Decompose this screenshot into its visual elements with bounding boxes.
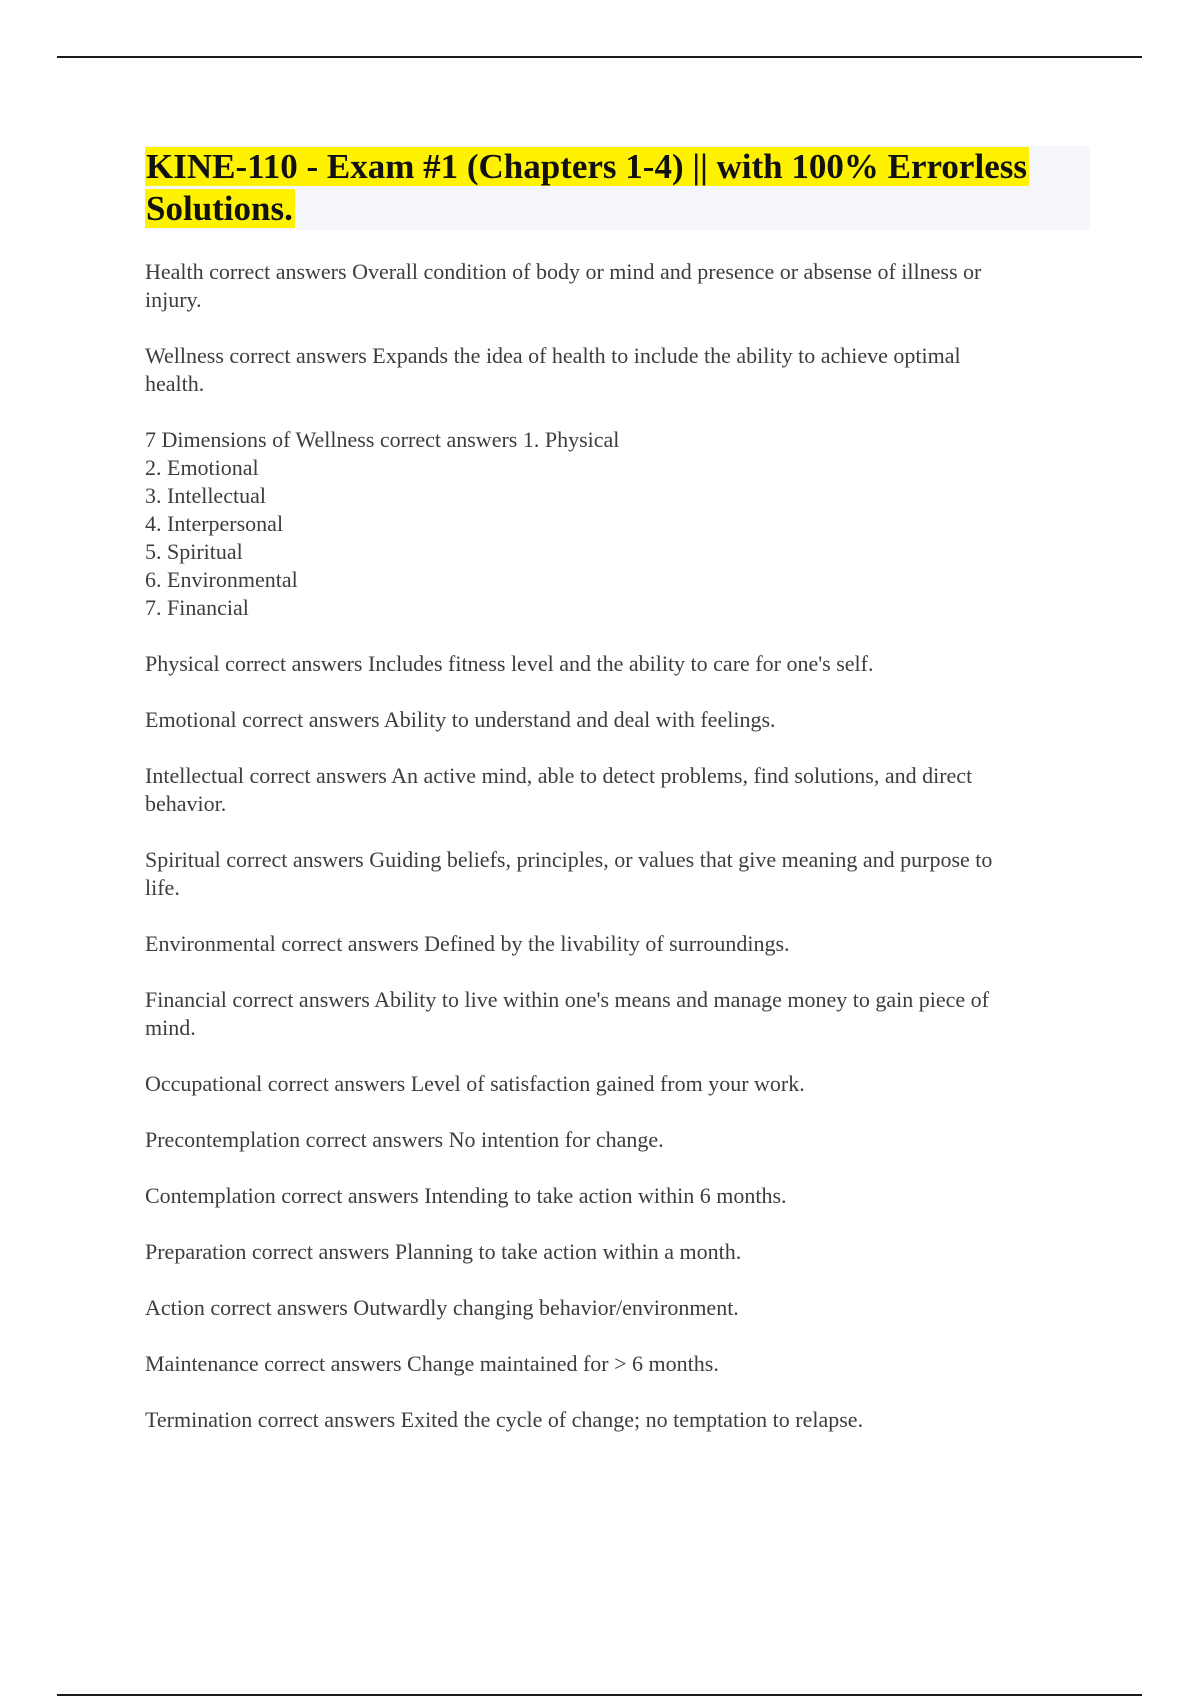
qa-entry-line: Emotional correct answers Ability to understand and deal with feelings. bbox=[145, 707, 776, 732]
page-bottom-rule bbox=[57, 1694, 1142, 1696]
qa-entry-line: mind. bbox=[145, 1015, 196, 1040]
qa-list bbox=[145, 258, 1090, 1434]
qa-entry bbox=[145, 342, 1090, 398]
title-line-1: KINE-110 - Exam #1 (Chapters 1-4) || with 100% Errorless bbox=[146, 147, 1027, 186]
qa-entry-line: Environmental correct answers Defined by the livability of surroundings. bbox=[145, 931, 790, 956]
qa-entry-line: 5. Spiritual bbox=[145, 539, 243, 564]
qa-entry-line: Spiritual correct answers Guiding beliefs, principles, or values that give meaning and purpose to bbox=[145, 847, 993, 872]
document-body bbox=[145, 146, 1090, 1462]
qa-entry bbox=[145, 1126, 1090, 1154]
qa-entry-line: 3. Intellectual bbox=[145, 483, 266, 508]
qa-entry bbox=[145, 706, 1090, 734]
qa-entry-line: life. bbox=[145, 875, 180, 900]
qa-entry bbox=[145, 426, 1090, 622]
qa-entry bbox=[145, 1294, 1090, 1322]
qa-entry-line: behavior. bbox=[145, 791, 227, 816]
qa-entry-line: 7. Financial bbox=[145, 595, 249, 620]
qa-entry-line: Precontemplation correct answers No intention for change. bbox=[145, 1127, 664, 1152]
qa-entry-line: Wellness correct answers Expands the idea of health to include the ability to achieve optimal bbox=[145, 343, 961, 368]
qa-entry-line: Health correct answers Overall condition of body or mind and presence or absense of illness or bbox=[145, 259, 982, 284]
qa-entry-line: injury. bbox=[145, 287, 202, 312]
qa-entry-line: 7 Dimensions of Wellness correct answers 1. Physical bbox=[145, 427, 620, 452]
qa-entry bbox=[145, 258, 1090, 314]
qa-entry bbox=[145, 1182, 1090, 1210]
page-top-rule bbox=[57, 56, 1142, 58]
qa-entry-line: Contemplation correct answers Intending to take action within 6 months. bbox=[145, 1183, 787, 1208]
qa-entry bbox=[145, 986, 1090, 1042]
qa-entry bbox=[145, 930, 1090, 958]
qa-entry-line: health. bbox=[145, 371, 205, 396]
qa-entry-line: 2. Emotional bbox=[145, 455, 259, 480]
qa-entry bbox=[145, 1070, 1090, 1098]
qa-entry-line: Termination correct answers Exited the cycle of change; no temptation to relapse. bbox=[145, 1407, 864, 1432]
qa-entry-line: Intellectual correct answers An active mind, able to detect problems, find solutions, and direct bbox=[145, 763, 973, 788]
qa-entry-line: Action correct answers Outwardly changing behavior/environment. bbox=[145, 1295, 739, 1320]
qa-entry bbox=[145, 1350, 1090, 1378]
title-block bbox=[145, 146, 1090, 230]
qa-entry bbox=[145, 762, 1090, 818]
qa-entry-line: 6. Environmental bbox=[145, 567, 298, 592]
qa-entry bbox=[145, 846, 1090, 902]
qa-entry-line: 4. Interpersonal bbox=[145, 511, 284, 536]
qa-entry-line: Preparation correct answers Planning to take action within a month. bbox=[145, 1239, 742, 1264]
qa-entry-line: Maintenance correct answers Change maintained for > 6 months. bbox=[145, 1351, 719, 1376]
document-title bbox=[145, 146, 1090, 230]
title-line-2: Solutions. bbox=[146, 189, 293, 228]
qa-entry bbox=[145, 1238, 1090, 1266]
qa-entry-line: Physical correct answers Includes fitness level and the ability to care for one's self. bbox=[145, 651, 874, 676]
qa-entry bbox=[145, 650, 1090, 678]
qa-entry-line: Financial correct answers Ability to live within one's means and manage money to gain piece of bbox=[145, 987, 990, 1012]
qa-entry bbox=[145, 1406, 1090, 1434]
qa-entry-line: Occupational correct answers Level of satisfaction gained from your work. bbox=[145, 1071, 805, 1096]
